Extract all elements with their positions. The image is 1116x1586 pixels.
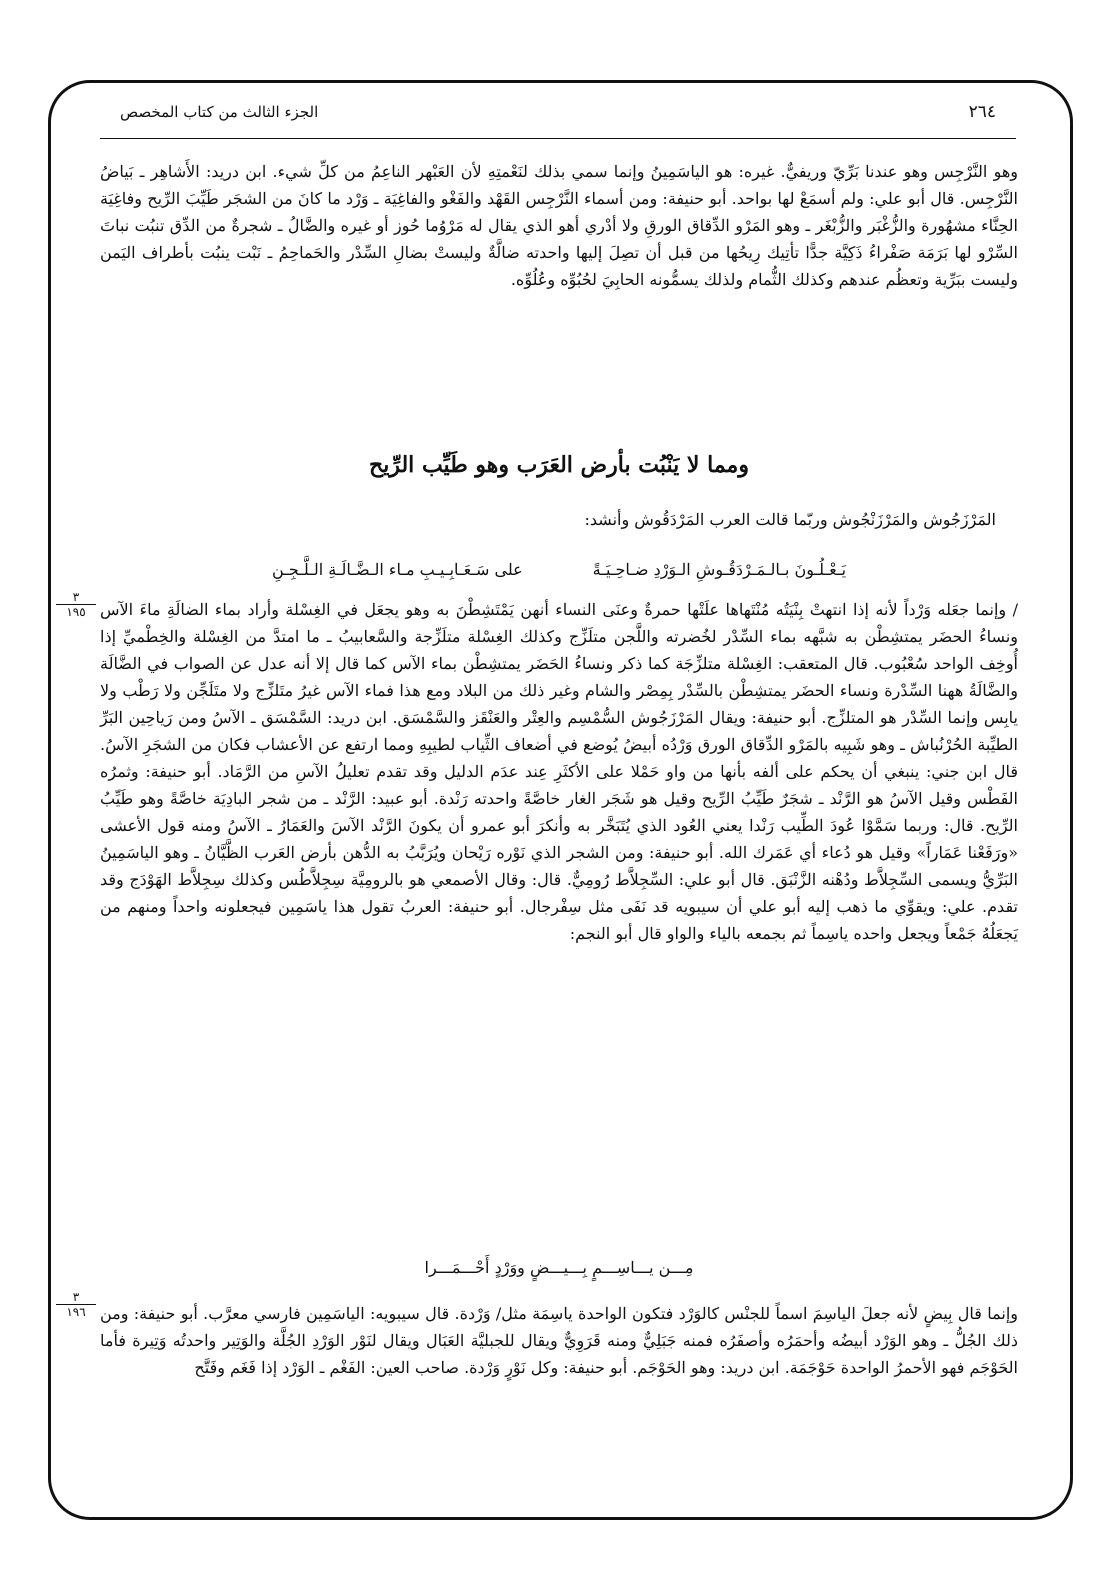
verse-hemistich-right: يَـعْـلُـونَ بـالـمَـرْدَقُـوشِ الـوَرْدِ ضـاحِـيَـةً [592,560,847,579]
paragraph-2: / وإنما جعَله وَرْداً لأنه إذا انتهتْ بِنْيَتُه مُنْتَهاها علَتْها حمرةٌ وعنَى النساء أنهن يَمْتَشِطْنَ به وهو يجعَل في الغِسْلة وأراد بماء الضالَةِ ماءَ الآس ونساءُ الحضَر يمتشِطْن به شبَّهه بماء السِّدْر لخُضرته واللَّجن متلَزِّج وكذلك الغِسْلة متلَزِّجة والسَّعابيبُ ـ ما امتدَّ من الغِسْلة والخِطْميِّ إذا أُوخِف الواحد سُعْبُوب. قال المتعقب: الغِسْلة متلزِّجَة كما ذكر ونساءُ الحَضَر يمتشِطْن بماء الآس كما قال إلا أنه عدل عن الصواب في الضَّالَة والضَّالَةُ ههنا السِّدْرة ونساء الحضَر يمتشِطْن بالسِّدْر بِمِصْر والشام وغير ذلك من البلاد ومع هذا فماء الآس غيرُ متَلزِّج ولا متَلَجِّن ولا رَطْب ولا يابِس وإنما السِّدْر هو المتلزِّج. أبو حنيفة: ويقال المَرْزَجُوش السُّمْسِم والعِتْر والعَنْقَز والسَّمْسَق. ابن دريد: السَّمْسَق ـ الآسُ ومن رَياحِين البَرِّ الطيِّبة الحُرْنُباش ـ وهو شَبِيه بالمَرْو الدِّقاق الورق وَرْدُه أبيضُ يُوضع في أضعاف الثِّياب لطيبِهِ ومما ارتفع عن الأعشاب فكان من الشجَرِ الآسُ. قال ابن جني: ينبغي أن يحكم على ألفه بأنها من واو حَمْلا على الأكثَرِ عِند عدَم الدليل وقد تقدم تعليلُ الآسِ من الرَّمَاد. أبو حنيفة: وثمرُه الفَطْس وقيل الآسُ هو الرَّنْد ـ شجَرٌ طَيِّبُ الرِّيح وقيل هو شَجَر الغار خاصَّةً واحدته رَنْدة. أبو عبيد: الرَّنْد ـ من شجر البادِيَة خاصَّةً وهو طَيِّبُ الرِّيح. قال: وربما سَمَّوْا عُودَ الطِّيب رَنْدا يعني العُود الذي يُتَبَخَّر به وأنكرَ أبو عمرو أن يكونَ الرَّنْد الآسَ والعَمَارُ ـ الآسُ ومنه قول الأعشى «ورَفَعْنا عَمَاراً» وقيل هو دُعاء أي عَمَرك الله. أبو حنيفة: ومن الشجر الذي نَوْره رَيْحان ويُرَبَّبُ به الدُّهن بأرض العَرب الظَّيَّانُ ـ وهو الياسَمِينُ البَرِّيُّ ويسمى السِّجِلاَّط ودُهْنه الزَّنْبَق. قال أبو علي: السِّجِلاَّط رُومِيٌّ. قال: وقال الأصمعي هو بالرومِيَّة سِجِلاَّطُس وكذلك سِجِلاَّط الهَوْدَج وقد تقدم. علي: ويقوِّي ما ذهب إليه أبو علي أن سيبويه قد نَفَى مثل سِفْرجال. أبو حنيفة: العربُ تقول هذا ياسَمِين فيجعلونه واحداً ومنهم من يَجعَلُهُ جَمْعاً ويجعل واحده ياسِماً ثم بجمعه بالياء والواو قال أبو النجم: [100,600,1019,943]
verse-hemistich-left: على سَـعَـابِـيـبِ مـاء الـضَّـالَـةِ الـلَّـجِـنِ [271,560,523,579]
margin-ref-volume: ٣ [56,1290,96,1305]
paragraph-3: وإنما قال بِيضٍ لأنه جعلَ الياسِمَ اسماً للجنْس كالوَرْد فتكون الواحدة ياسِمَة مثل/ وَرْدة. قال سيبويه: الياسَمِين فارسي معرَّب. أبو حنيفة: ومن ذلك الجُلُّ ـ وهو الوَرْد أبيضُه وأحمَرُه وأصفَرُه فمنه جَبَلِيٌّ ومنه قَرَوِيٌّ ويقال للجبليَّة العَبَال ويقال لنَوْر الوَرْدِ الجُلَّة والوَتِير واحدتُه وَتِيرة فأما الحَوْجَم فهو الأحمرُ الواحدة حَوْجَمَة. ابن دريد: وهو الحَوْجَم. أبو حنيفة: وكل نَوْرٍ وَرْدة. صاحب العين: الفَغْم ـ الوَرْد إذا فَغَم وفَتَّح [100,1304,1018,1377]
poem-verse-2 [100,1258,1018,1277]
poem-verse-1 [100,560,1018,579]
margin-ref-page: ١٩٦ [66,1305,86,1319]
margin-ref-page: ١٩٥ [66,605,86,619]
section-heading: ومما لا يَنْبُت بأرض العَرَب وهو طَيِّب الرِّيح [369,452,749,478]
section-intro: المَرْزَجُوش والمَرْزَنْجُوش وربّما قالت العرب المَرْدَقُوش وأنشد: [584,510,996,529]
book-title: الجزء الثالث من كتاب المخصص [120,103,319,121]
page-number: ٢٦٤ [968,102,996,122]
margin-ref-volume: ٣ [56,590,96,605]
header-rule [100,138,1016,139]
verse-line: مِـــن يـــاسِـــمٍ بِـــيـــضٍ ووَرْدٍ أَحْـــمَـــرا [424,1258,694,1277]
margin-ref-2 [56,1290,96,1319]
margin-ref-1 [56,590,96,619]
paragraph-1: وهو النَّرْجِس وهو عندنا بَرِّيّ وريفيٌّ. غيره: هو الياسَمِينُ وإنما سمي بذلك لنَعْمتِهِ لأن العَبْهر الناعِمُ من كلِّ شيء. ابن دريد: الأَشاهِر ـ بَياضُ النَّرْجِس. قال أبو علي: ولم أسمَعْ لها بواحد. أبو حنيفة: ومن أسماء النَّرْجِس القَهْد والفَغْو والفاغِيَة ـ وَرْد ما كانَ من الشجَر طَيِّبَ الرِّيح وفاغِيَة الحِنَّاء مشهُورة والزُّغْبَر والزُّبْغَر ـ وهو المَرْو الدِّقاق الورقِ ولا أدْري أهو الذي يقال له مَرْوُما حُوز أو غيره والضَّالُ ـ شجرةٌ من الدِّق تنبُت نباتَ السِّرْو لها بَرَمَة صَفْراءُ ذَكِيَّة جدًّا تأتِيك رِيحُها من قبل أن تصِلَ إليها واحدته ضالَّةٌ وليستْ بضالِ السِّدْر والحَماحِمُ ـ نَبْت ينبُت بأطراف اليَمن وليست ببَرِّية وتعظُم عندهم وكذلك الثُّمام ولذلك يسمُّونه الحابِيَ لحُبُوِّه وعُلُوِّه. [100,162,1018,289]
running-header [100,92,1016,132]
